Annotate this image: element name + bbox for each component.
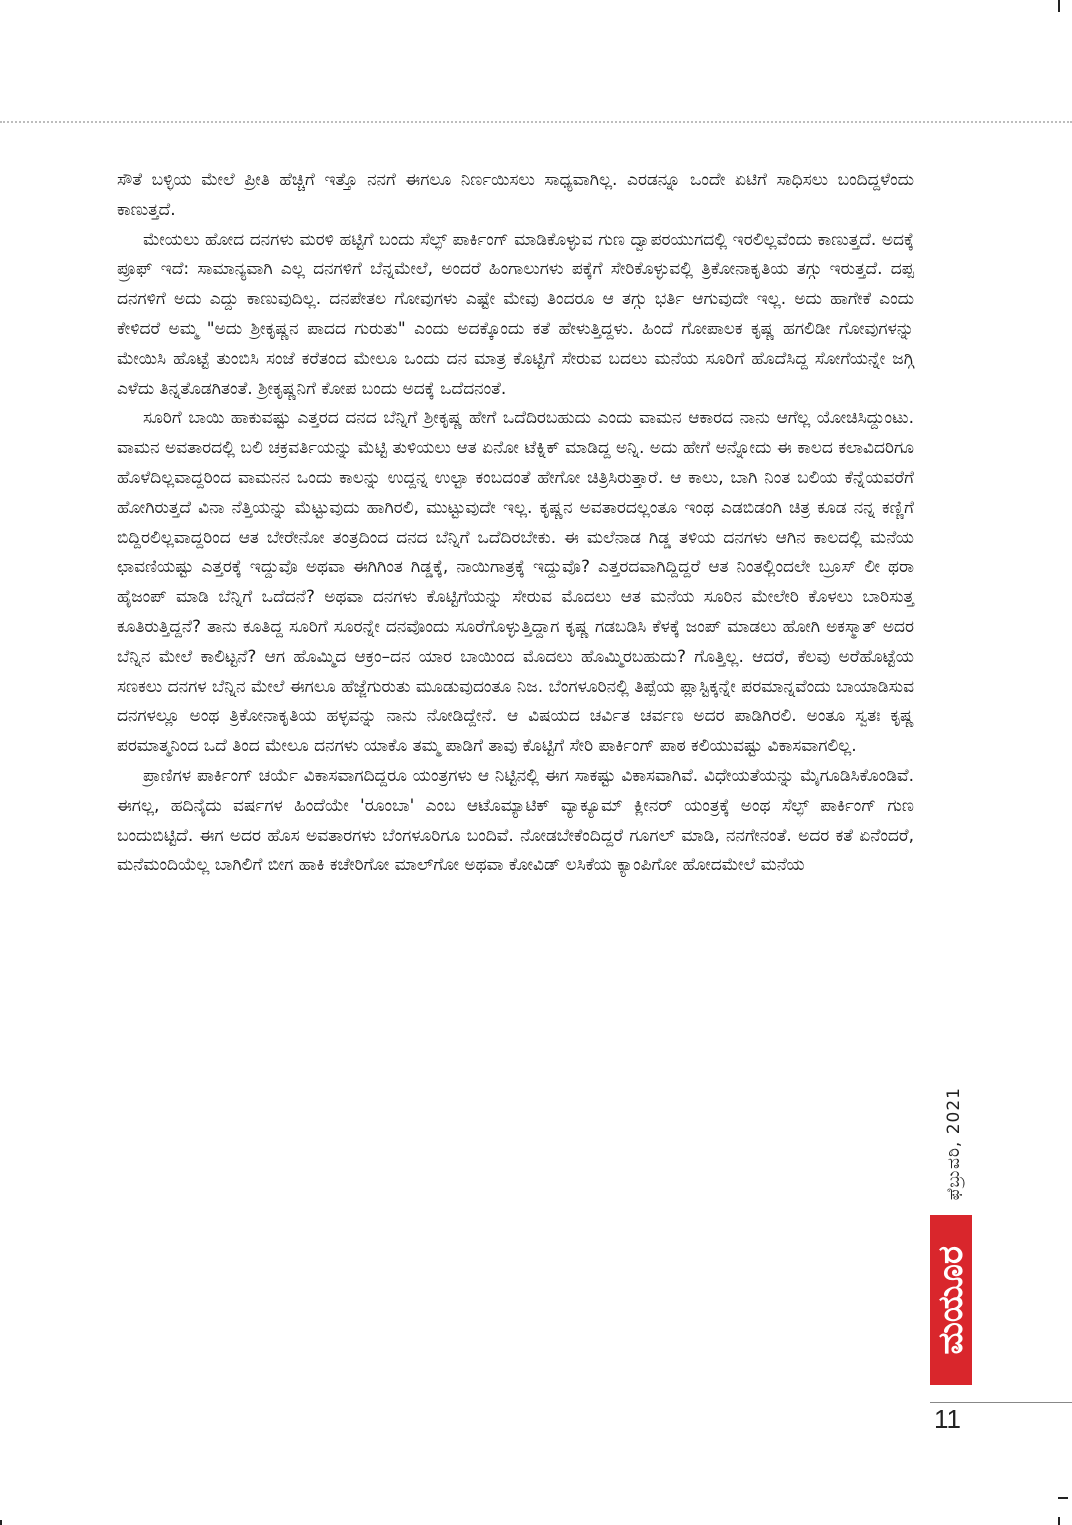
magazine-name: ಮಯೂರ bbox=[931, 1245, 971, 1355]
crop-mark-bottom-right bbox=[1058, 1497, 1068, 1499]
magazine-logo bbox=[930, 1215, 972, 1385]
crop-mark-bottom-right-v bbox=[1058, 1517, 1060, 1525]
issue-date: ಫೆಬ್ರುವರಿ, 2021 bbox=[944, 1087, 964, 1201]
crop-mark-top bbox=[1058, 0, 1060, 12]
article-body bbox=[117, 166, 914, 881]
paragraph-1: ಸೌತೆ ಬಳ್ಳಿಯ ಮೇಲೆ ಪ್ರೀತಿ ಹೆಚ್ಚಿಗೆ ಇತ್ತೊ ನನಗೆ ಈಗಲೂ ನಿರ್ಣಯಿಸಲು ಸಾಧ್ಯವಾಗಿಲ್ಲ. ಎರಡನ್ನೂ ಒಂದೇ ಏಟಿಗೆ ಸಾಧಿಸಲು ಬಂದಿದ್ದಳೆಂದು ಕಾಣುತ್ತದೆ. bbox=[117, 170, 914, 220]
paragraph-4: ಪ್ರಾಣಿಗಳ ಪಾರ್ಕಿಂಗ್ ಚರ್ಯೆ ವಿಕಾಸವಾಗದಿದ್ದರೂ ಯಂತ್ರಗಳು ಆ ನಿಟ್ಟಿನಲ್ಲಿ ಈಗ ಸಾಕಷ್ಟು ವಿಕಾಸವಾಗಿವೆ. ವಿಧೇಯತೆಯನ್ನು ಮೈಗೂಡಿಸಿಕೊಂಡಿವೆ. ಈಗಲ್ಲ, ಹದಿನೈದು ವರ್ಷಗಳ ಹಿಂದೆಯೇ 'ರೂಂಬಾ' ಎಂಬ ಆಟೊಮ್ಯಾಟಿಕ್ ವ್ಯಾಕ್ಯೂಮ್ ಕ್ಲೀನರ್ ಯಂತ್ರಕ್ಕೆ ಅಂಥ ಸೆಲ್ಫ್ ಪಾರ್ಕಿಂಗ್ ಗುಣ ಬಂದುಬಿಟ್ಟಿದೆ. ಈಗ ಅದರ ಹೊಸ ಅವತಾರಗಳು ಬೆಂಗಳೂರಿಗೂ ಬಂದಿವೆ. ನೋಡಬೇಕೆಂದಿದ್ದರೆ ಗೂಗಲ್ ಮಾಡಿ, ನನಗೇನಂತೆ. ಅದರ ಕತೆ ಏನೆಂದರೆ, ಮನೆಮಂದಿಯೆಲ್ಲ ಬಾಗಿಲಿಗೆ ಬೀಗ ಹಾಕಿ ಕಚೇರಿಗೋ ಮಾಲ್‌ಗೋ ಅಥವಾ ಕೋವಿಡ್ ಲಸಿಕೆಯ ಕ್ಯಾಂಪಿಗೋ ಹೋದಮೇಲೆ ಮನೆಯ bbox=[117, 765, 914, 876]
footer-rule bbox=[930, 1402, 1072, 1403]
paragraph-3: ಸೂರಿಗೆ ಬಾಯಿ ಹಾಕುವಷ್ಟು ಎತ್ತರದ ದನದ ಬೆನ್ನಿಗೆ ಶ್ರೀಕೃಷ್ಣ ಹೇಗೆ ಒದೆದಿರಬಹುದು ಎಂದು ವಾಮನ ಆಕಾರದ ನಾನು ಆಗೆಲ್ಲ ಯೋಚಿಸಿದ್ದುಂಟು. ವಾಮನ ಅವತಾರದಲ್ಲಿ ಬಲಿ ಚಕ್ರವರ್ತಿಯನ್ನು ಮೆಟ್ಟಿ ತುಳಿಯಲು ಆತ ಏನೋ ಟೆಕ್ನಿಕ್ ಮಾಡಿದ್ದ ಅನ್ನಿ. ಅದು ಹೇಗೆ ಅನ್ನೋದು ಈ ಕಾಲದ ಕಲಾವಿದರಿಗೂ ಹೊಳೆದಿಲ್ಲವಾದ್ದರಿಂದ ವಾಮನನ ಒಂದು ಕಾಲನ್ನು ಉದ್ದನ್ನ ಉಲ್ಟಾ ಕಂಬದಂತೆ ಹೇಗೋ ಚಿತ್ರಿಸಿರುತ್ತಾರೆ. ಆ ಕಾಲು, ಬಾಗಿ ನಿಂತ ಬಲಿಯ ಕೆನ್ನೆಯವರೆಗೆ ಹೋಗಿರುತ್ತದೆ ವಿನಾ ನೆತ್ತಿಯನ್ನು ಮೆಟ್ಟುವುದು ಹಾಗಿರಲಿ, ಮುಟ್ಟುವುದೇ ಇಲ್ಲ. ಕೃಷ್ಣನ ಅವತಾರದಲ್ಲಂತೂ ಇಂಥ ಎಡಬಿಡಂಗಿ ಚಿತ್ರ ಕೂಡ ನನ್ನ ಕಣ್ಣಿಗೆ ಬಿದ್ದಿರಲಿಲ್ಲವಾದ್ದರಿಂದ ಆತ ಬೇರೇನೋ ತಂತ್ರದಿಂದ ದನದ ಬೆನ್ನಿಗೆ ಒದೆದಿರಬೇಕು. ಈ ಮಲೆನಾಡ ಗಿಡ್ಡ ತಳಿಯ ದನಗಳು ಆಗಿನ ಕಾಲದಲ್ಲಿ ಮನೆಯ ಛಾವಣಿಯಷ್ಟು ಎತ್ತರಕ್ಕೆ ಇದ್ದುವೊ ಅಥವಾ ಈಗಿಗಿಂತ ಗಿಡ್ಡಕ್ಕೆ, ನಾಯಿಗಾತ್ರಕ್ಕೆ ಇದ್ದುವೊ? ಎತ್ತರದವಾಗಿದ್ದಿದ್ದರೆ ಆತ ನಿಂತಲ್ಲಿಂದಲೇ ಬ್ರೂಸ್ ಲೀ ಥರಾ ಹೈಜಂಪ್ ಮಾಡಿ ಬೆನ್ನಿಗೆ ಒದೆದನೆ? ಅಥವಾ ದನಗಳು ಕೊಟ್ಟಿಗೆಯನ್ನು ಸೇರುವ ಮೊದಲು ಆತ ಮನೆಯ ಸೂರಿನ ಮೇಲೇರಿ ಕೊಳಲು ಬಾರಿಸುತ್ತ ಕೂತಿರುತ್ತಿದ್ದನೆ? ತಾನು ಕೂತಿದ್ದ ಸೂರಿಗೆ ಸೂರನ್ನೇ ದನವೊಂದು ಸೂರೆಗೊಳ್ಳುತ್ತಿದ್ದಾಗ ಕೃಷ್ಣ ಗಡಬಡಿಸಿ ಕೆಳಕ್ಕೆ ಜಂಪ್ ಮಾಡಲು ಹೋಗಿ ಅಕಸ್ಮಾತ್ ಅದರ ಬೆನ್ನಿನ ಮೇಲೆ ಕಾಲಿಟ್ಟನೆ? ಆಗ ಹೊಮ್ಮಿದ ಆಕ್ರಂ–ದನ ಯಾರ ಬಾಯಿಂದ ಮೊದಲು ಹೊಮ್ಮಿರಬಹುದು? ಗೊತ್ತಿಲ್ಲ. ಆದರೆ, ಕೆಲವು ಅರೆಹೊಟ್ಟೆಯ ಸಣಕಲು ದನಗಳ ಬೆನ್ನಿನ ಮೇಲೆ ಈಗಲೂ ಹೆಜ್ಜೆಗುರುತು ಮೂಡುವುದಂತೂ ನಿಜ. ಬೆಂಗಳೂರಿನಲ್ಲಿ ತಿಪ್ಪೆಯ ಪ್ಲಾಸ್ಟಿಕ್ಕನ್ನೇ ಪರಮಾನ್ನವೆಂದು ಬಾಯಾಡಿಸುವ ದನಗಳಲ್ಲೂ ಅಂಥ ತ್ರಿಕೋನಾಕೃತಿಯ ಹಳ್ಳವನ್ನು ನಾನು ನೋಡಿದ್ದೇನೆ. ಆ ವಿಷಯದ ಚರ್ವಿತ ಚರ್ವಣ ಅದರ ಪಾಡಿಗಿರಲಿ. ಅಂತೂ ಸ್ವತಃ ಕೃಷ್ಣ ಪರಮಾತ್ಮನಿಂದ ಒದೆ ತಿಂದ ಮೇಲೂ ದನಗಳು ಯಾಕೊ ತಮ್ಮ ಪಾಡಿಗೆ ತಾವು ಕೊಟ್ಟಿಗೆ ಸೇರಿ ಪಾರ್ಕಿಂಗ್ ಪಾಠ ಕಲಿಯುವಷ್ಟು ವಿಕಾಸವಾಗಲಿಲ್ಲ. bbox=[117, 408, 914, 757]
dotted-header-rule bbox=[0, 121, 1072, 123]
page-number: 11 bbox=[934, 1404, 961, 1434]
crop-mark-bottom-left bbox=[0, 1520, 2, 1525]
paragraph-2: ಮೇಯಲು ಹೋದ ದನಗಳು ಮರಳಿ ಹಟ್ಟಿಗೆ ಬಂದು ಸೆಲ್ಫ್ ಪಾರ್ಕಿಂಗ್ ಮಾಡಿಕೊಳ್ಳುವ ಗುಣ ದ್ವಾಪರಯುಗದಲ್ಲಿ ಇರಲಿಲ್ಲವೆಂದು ಕಾಣುತ್ತದೆ. ಅದಕ್ಕೆ ಪ್ರೂಫ್ ಇದೆ: ಸಾಮಾನ್ಯವಾಗಿ ಎಲ್ಲ ದನಗಳಿಗೆ ಬೆನ್ನಮೇಲೆ, ಅಂದರೆ ಹಿಂಗಾಲುಗಳು ಪಕ್ಕೆಗೆ ಸೇರಿಕೊಳ್ಳುವಲ್ಲಿ ತ್ರಿಕೋನಾಕೃತಿಯ ತಗ್ಗು ಇರುತ್ತದೆ. ದಪ್ಪ ದನಗಳಿಗೆ ಅದು ಎದ್ದು ಕಾಣುವುದಿಲ್ಲ. ದನಪೇತಲ ಗೋವುಗಳು ಎಷ್ಟೇ ಮೇವು ತಿಂದರೂ ಆ ತಗ್ಗು ಭರ್ತಿ ಆಗುವುದೇ ಇಲ್ಲ. ಅದು ಹಾಗೇಕೆ ಎಂದು ಕೇಳಿದರೆ ಅಮ್ಮ "ಅದು ಶ್ರೀಕೃಷ್ಣನ ಪಾದದ ಗುರುತು" ಎಂದು ಅದಕ್ಕೊಂದು ಕತೆ ಹೇಳುತ್ತಿದ್ದಳು. ಹಿಂದೆ ಗೋಪಾಲಕ ಕೃಷ್ಣ ಹಗಲಿಡೀ ಗೋವುಗಳನ್ನು ಮೇಯಿಸಿ ಹೊಟ್ಟೆ ತುಂಬಿಸಿ ಸಂಜೆ ಕರೆತಂದ ಮೇಲೂ ಒಂದು ದನ ಮಾತ್ರ ಕೊಟ್ಟಿಗೆ ಸೇರುವ ಬದಲು ಮನೆಯ ಸೂರಿಗೆ ಹೊದೆಸಿದ್ದ ಸೋಗೆಯನ್ನೇ ಜಗ್ಗಿ ಎಳೆದು ತಿನ್ನತೊಡಗಿತಂತೆ. ಶ್ರೀಕೃಷ್ಣನಿಗೆ ಕೋಪ ಬಂದು ಅದಕ್ಕೆ ಒದೆದನಂತೆ. bbox=[117, 229, 914, 399]
